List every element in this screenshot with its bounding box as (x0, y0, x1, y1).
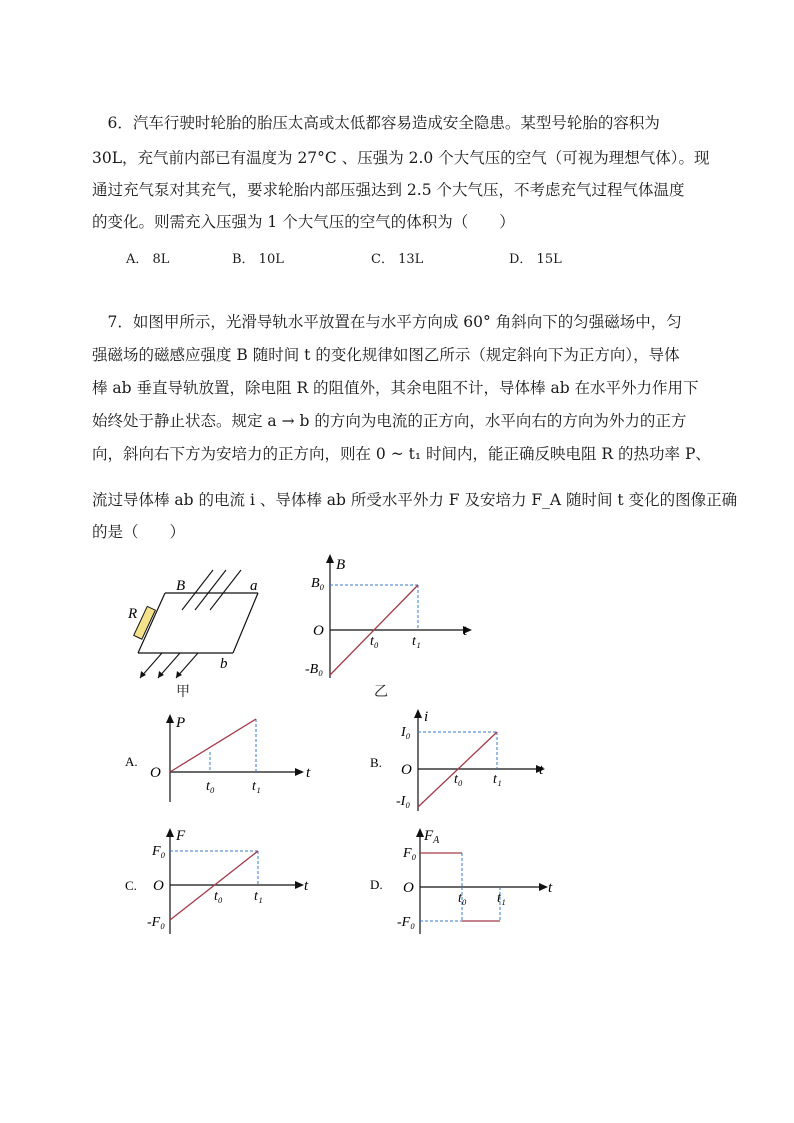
graph-option-a (120, 710, 320, 805)
a-t1: t₁ (252, 779, 261, 794)
q7-line-1: 7．如图甲所示，光滑导轨水平放置在与水平方向成 60° 角斜向下的匀强磁场中，匀 (92, 313, 682, 331)
q7-line-6: 流过导体棒 ab 的电流 i 、导体棒 ab 所受水平外力 F 及安培力 F_A 随时间 t 变化的图像正确 (92, 491, 738, 509)
label-b: b (220, 656, 228, 672)
option-a-letter: A. (125, 754, 138, 769)
axes-c (170, 832, 300, 934)
axes-yi (330, 558, 468, 678)
q7-line-4: 始终处于静止状态。规定 a → b 的方向为电流的正方向，水平向右的方向为外力的正方 (92, 412, 687, 430)
q6-option-b: B． 10L (232, 252, 284, 267)
axes-b (418, 713, 541, 811)
a-t0: t₀ (206, 779, 215, 794)
dashed-guides-a (210, 719, 256, 772)
c-t0: t₀ (214, 889, 223, 904)
caption-jia: 甲 (176, 684, 190, 700)
b-bottom: -I₀ (396, 794, 411, 809)
q6-line-4: 的变化。则需充入压强为 1 个大气压的空气的体积为（ ） (92, 213, 515, 231)
yi-t1: t₁ (412, 634, 421, 649)
q7-line-2: 强磁场的磁感应强度 B 随时间 t 的变化规律如图乙所示（规定斜向下为正方向），导体 (92, 346, 680, 364)
y-arrow-a (166, 714, 174, 723)
a-xlabel: t (306, 765, 311, 781)
yi-ylabel: B (336, 557, 346, 573)
y-arrow-d (416, 828, 424, 837)
label-B: B (176, 578, 186, 594)
q6-option-d: D． 15L (509, 252, 562, 267)
yi-top: B₀ (311, 576, 325, 591)
caption-yi: 乙 (374, 684, 388, 700)
d-origin: O (403, 880, 414, 896)
axes-d (420, 832, 544, 934)
dashed-guides-yi (330, 585, 418, 630)
d-ylabel: $F_A$ (424, 828, 440, 846)
option-d-letter: D. (370, 877, 383, 892)
label-R: R (128, 606, 138, 622)
d-t0: t₀ (458, 891, 467, 906)
d-xlabel: t (548, 880, 553, 896)
d-t1: t₁ (497, 891, 506, 906)
yi-origin: O (313, 623, 324, 639)
yi-bottom: -B₀ (305, 662, 324, 677)
graph-option-b (366, 703, 566, 813)
c-origin: O (153, 878, 164, 894)
c-ylabel: F (176, 828, 186, 844)
b-t0: t₀ (454, 772, 463, 787)
yi-xlabel: t (463, 623, 468, 639)
y-arrow-c (166, 828, 174, 837)
b-t1: t₁ (493, 772, 502, 787)
q6-line-3: 通过充气泵对其充气，要求轮胎内部压强达到 2.5 个大气压，不考虑充气过程气体温度 (92, 181, 685, 199)
x-arrow-c (295, 881, 304, 889)
option-c-letter: C. (125, 878, 137, 893)
c-t1: t₁ (254, 889, 263, 904)
q6-line-2: 30L，充气前内部已有温度为 27°C 、压强为 2.0 个大气压的空气（可视为理想气体）。现 (92, 149, 710, 167)
rail-frame (138, 593, 258, 653)
b-origin: O (401, 762, 412, 778)
q7-line-3: 棒 ab 垂直导轨放置，除电阻 R 的阻值外，其余电阻不计，导体棒 ab 在水平外力作用下 (92, 379, 699, 397)
q6-option-a: A． 8L (126, 252, 170, 267)
q6-line-1: 6．汽车行驶时轮胎的胎压太高或太低都容易造成安全隐患。某型号轮胎的容积为 (92, 114, 660, 132)
a-ylabel: P (176, 715, 186, 731)
graph-option-d (366, 822, 566, 937)
c-top: F₀ (152, 844, 166, 859)
d-bottom: -F₀ (397, 915, 416, 930)
b-top: I₀ (401, 725, 411, 740)
b-xlabel: t (539, 762, 544, 778)
field-arrowheads (140, 671, 182, 678)
figure-jia (120, 560, 280, 680)
dashed-guides-b (418, 732, 497, 769)
y-arrow-b (414, 709, 422, 718)
d-top: F₀ (403, 846, 417, 861)
x-arrow-d (539, 883, 548, 891)
b-ylabel: i (424, 709, 429, 725)
graph-option-c (120, 822, 320, 937)
c-bottom: -F₀ (147, 915, 166, 930)
q7-line-7: 的是（ ） (92, 523, 186, 541)
q7-line-5: 向，斜向右下方为安培力的正方向，则在 0 ~ t₁ 时间内，能正确反映电阻 R 的热功率 P、 (92, 445, 711, 463)
c-xlabel: t (304, 878, 309, 894)
y-arrow-yi (326, 554, 334, 563)
dashed-guides-c (170, 851, 258, 885)
q6-option-c: C． 13L (371, 252, 424, 267)
yi-t0: t₀ (370, 634, 379, 649)
a-origin: O (150, 765, 161, 781)
option-b-letter: B. (370, 755, 382, 770)
label-a: a (250, 578, 258, 594)
figure-yi (300, 550, 490, 685)
x-arrow-a (295, 768, 304, 776)
